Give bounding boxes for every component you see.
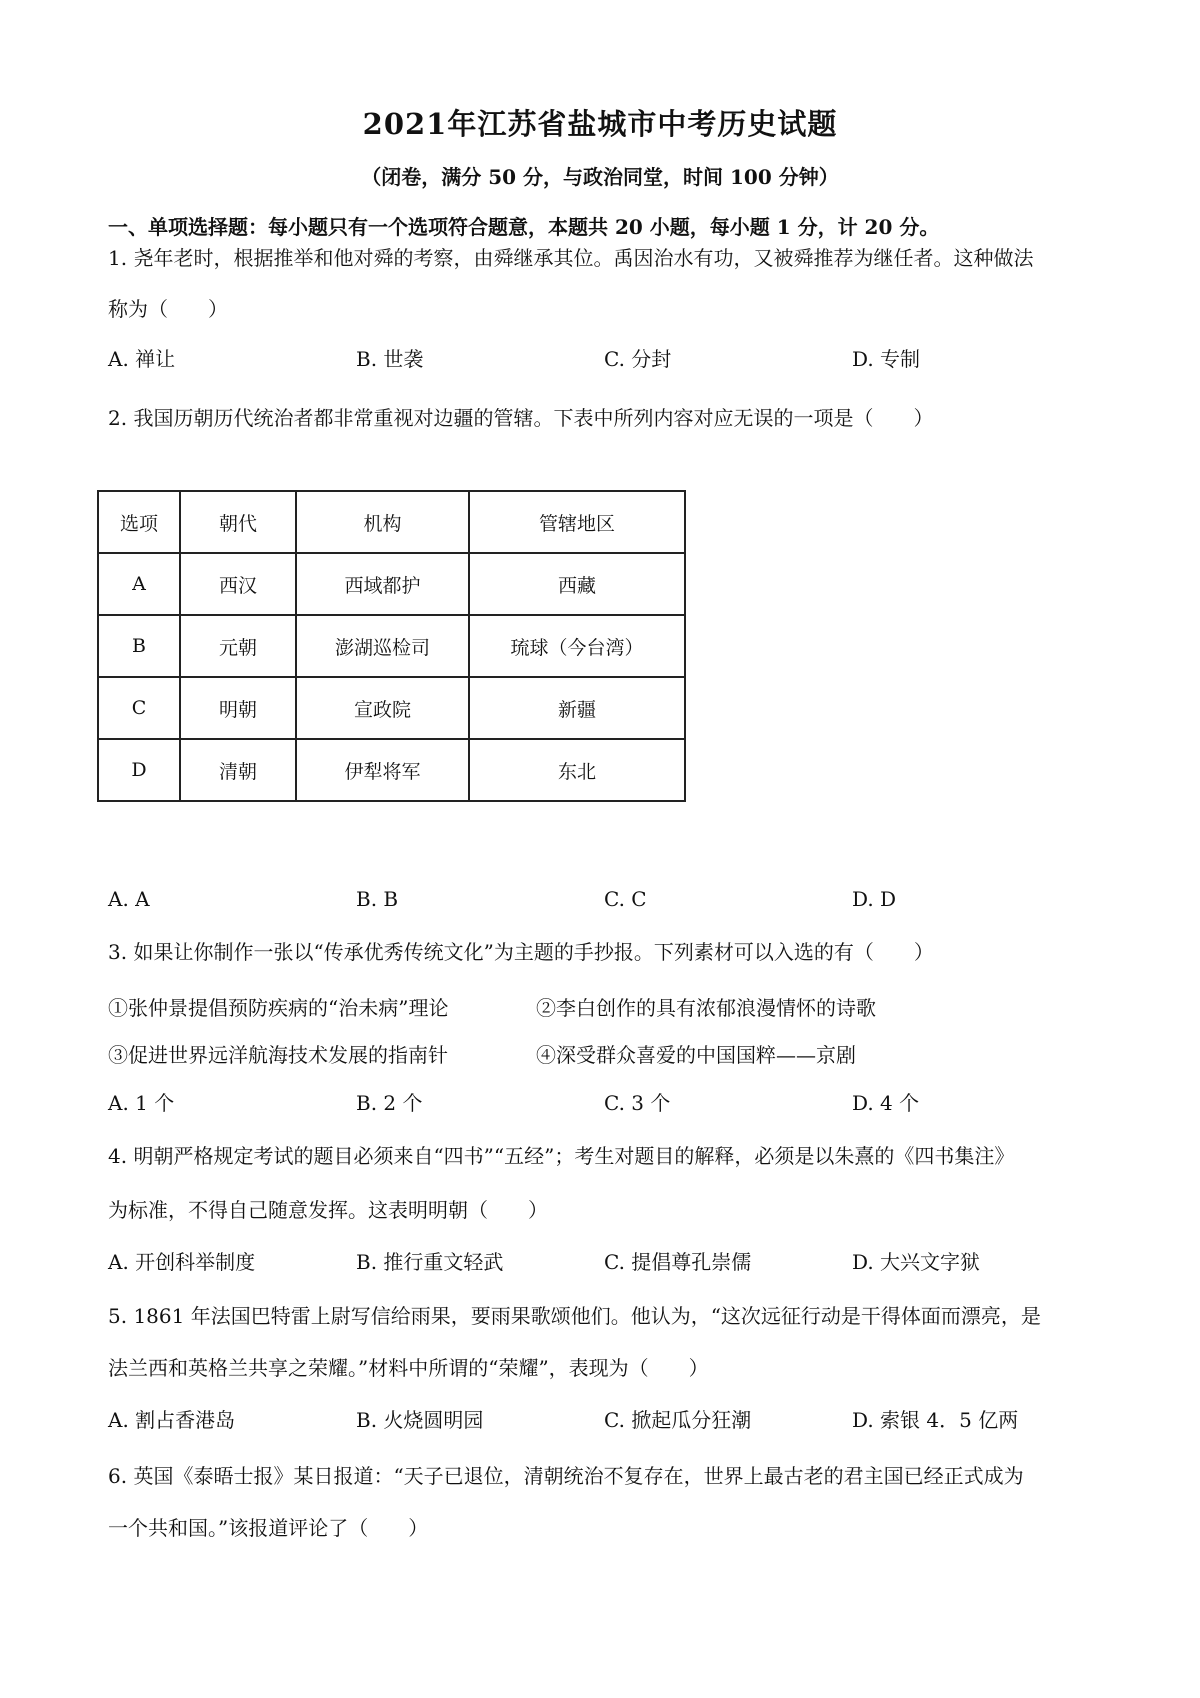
q1-option-b[interactable]: B. 世袭	[356, 347, 424, 371]
q1-options	[108, 344, 1100, 374]
q2-table	[97, 490, 686, 802]
q5-option-d[interactable]: D. 索银 4．5 亿两	[852, 1408, 1019, 1432]
table-header-cell: 机构	[296, 491, 469, 553]
table-cell: 西藏	[469, 553, 685, 615]
table-cell: 伊犁将军	[296, 739, 469, 801]
q1-option-c[interactable]: C. 分封	[604, 347, 672, 371]
q1-option-a[interactable]: A. 禅让	[108, 347, 176, 371]
q3-item-3: ③促进世界远洋航海技术发展的指南针	[108, 1043, 448, 1067]
exam-title: 2021年江苏省盐城市中考历史试题	[362, 107, 838, 141]
q6-stem-line-2: 一个共和国。”该报道评论了（ ）	[108, 1516, 429, 1540]
q2-option-c[interactable]: C. C	[604, 887, 647, 911]
q3-option-b[interactable]: B. 2 个	[356, 1091, 423, 1115]
table-header-cell: 管辖地区	[469, 491, 685, 553]
q4-option-b[interactable]: B. 推行重文轻武	[356, 1250, 504, 1274]
q1-stem-line-1: 1. 尧年老时，根据推举和他对舜的考察，由舜继承其位。禹因治水有功，又被舜推荐为继任者。这种做法	[108, 246, 1034, 270]
q1-option-d[interactable]: D. 专制	[852, 347, 921, 371]
section-header: 一、单项选择题：每小题只有一个选项符合题意，本题共 20 小题，每小题 1 分，计 20 分。	[108, 215, 940, 239]
table-cell: 宣政院	[296, 677, 469, 739]
q6-stem-line-1: 6. 英国《泰晤士报》某日报道：“天子已退位，清朝统治不复存在，世界上最古老的君主国已经正式成为	[108, 1464, 1024, 1488]
table-row	[98, 739, 685, 801]
q3-stem: 3. 如果让你制作一张以“传承优秀传统文化”为主题的手抄报。下列素材可以入选的有（ ）	[108, 940, 934, 964]
q5-stem-line-2: 法兰西和英格兰共享之荣耀。”材料中所谓的“荣耀”，表现为（ ）	[108, 1356, 709, 1380]
table-cell: A	[98, 553, 180, 615]
q4-stem-line-2: 为标准，不得自己随意发挥。这表明明朝（ ）	[108, 1198, 548, 1222]
q2-option-b[interactable]: B. B	[356, 887, 399, 911]
q2-option-a[interactable]: A. A	[108, 887, 150, 911]
q2-stem: 2. 我国历朝历代统治者都非常重视对边疆的管辖。下表中所列内容对应无误的一项是（ ）	[108, 406, 934, 430]
q4-options	[108, 1247, 1100, 1277]
table-row	[98, 677, 685, 739]
q3-items-row-2	[108, 1040, 1100, 1070]
q4-option-d[interactable]: D. 大兴文字狱	[852, 1250, 981, 1274]
q5-option-c[interactable]: C. 掀起瓜分狂潮	[604, 1408, 752, 1432]
table-cell: 西域都护	[296, 553, 469, 615]
exam-subtitle: （闭卷，满分 50 分，与政治同堂，时间 100 分钟）	[361, 165, 839, 189]
q3-options	[108, 1088, 1100, 1118]
table-header-cell: 朝代	[180, 491, 296, 553]
q5-options	[108, 1405, 1100, 1435]
table-cell: B	[98, 615, 180, 677]
q2-options	[108, 884, 1100, 914]
q3-option-d[interactable]: D. 4 个	[852, 1091, 920, 1115]
q3-option-a[interactable]: A. 1 个	[108, 1091, 175, 1115]
table-cell: D	[98, 739, 180, 801]
q3-items-row-1	[108, 993, 1100, 1023]
q4-option-a[interactable]: A. 开创科举制度	[108, 1250, 256, 1274]
table-cell: 东北	[469, 739, 685, 801]
table-header-cell: 选项	[98, 491, 180, 553]
table-cell: 明朝	[180, 677, 296, 739]
table-cell: 元朝	[180, 615, 296, 677]
q3-item-4: ④深受群众喜爱的中国国粹——京剧	[536, 1043, 856, 1067]
q5-option-a[interactable]: A. 割占香港岛	[108, 1408, 236, 1432]
q1-stem-line-2: 称为（ ）	[108, 297, 228, 321]
q5-stem-line-1: 5. 1861 年法国巴特雷上尉写信给雨果，要雨果歌颂他们。他认为，“这次远征行动是干得体面而漂亮，是	[108, 1304, 1041, 1328]
q4-option-c[interactable]: C. 提倡尊孔崇儒	[604, 1250, 752, 1274]
table-cell: 澎湖巡检司	[296, 615, 469, 677]
q4-stem-line-1: 4. 明朝严格规定考试的题目必须来自“四书”“五经”；考生对题目的解释，必须是以朱熹的《四书集注》	[108, 1144, 1015, 1168]
table-cell: C	[98, 677, 180, 739]
q3-option-c[interactable]: C. 3 个	[604, 1091, 671, 1115]
table-cell: 清朝	[180, 739, 296, 801]
table-row	[98, 553, 685, 615]
table-cell: 西汉	[180, 553, 296, 615]
q2-option-d[interactable]: D. D	[852, 887, 897, 911]
q3-item-2: ②李白创作的具有浓郁浪漫情怀的诗歌	[536, 996, 876, 1020]
table-row	[98, 615, 685, 677]
q3-item-1: ①张仲景提倡预防疾病的“治未病”理论	[108, 996, 449, 1020]
table-header-row	[98, 491, 685, 553]
table-cell: 新疆	[469, 677, 685, 739]
q5-option-b[interactable]: B. 火烧圆明园	[356, 1408, 484, 1432]
table-cell: 琉球（今台湾）	[469, 615, 685, 677]
